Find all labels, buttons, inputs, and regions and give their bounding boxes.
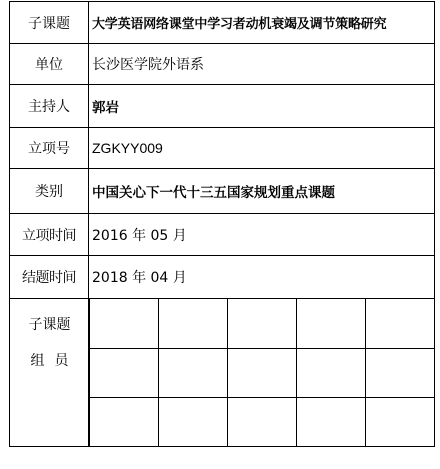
- label-category: 类别: [10, 169, 89, 214]
- row-end-date: [10, 256, 435, 299]
- row-start-date: [10, 214, 435, 256]
- value-project-number: ZGKYY009: [89, 128, 435, 169]
- member-cell: [366, 299, 435, 349]
- member-cell: [297, 398, 366, 447]
- member-cell: [89, 349, 159, 398]
- member-cell: [228, 398, 297, 447]
- members-section: [9, 298, 434, 447]
- row-project-number: [10, 128, 435, 169]
- member-cell: [297, 349, 366, 398]
- row-subproject: [10, 2, 435, 44]
- members-label-line1: 子课题: [28, 317, 71, 333]
- value-unit: 长沙医学院外语系: [89, 44, 435, 85]
- member-cell: [89, 299, 159, 349]
- member-cell: [89, 398, 159, 447]
- project-info-table: [9, 1, 435, 299]
- value-host: 郭岩: [89, 85, 435, 128]
- members-label-cell: [9, 298, 90, 447]
- member-cell: [159, 299, 228, 349]
- member-cell: [159, 398, 228, 447]
- value-subproject-title: 大学英语网络课堂中学习者动机衰竭及调节策略研究: [89, 2, 435, 44]
- label-project-number: 立项号: [10, 128, 89, 169]
- member-cell: [297, 299, 366, 349]
- label-start-date: 立项时间: [10, 214, 89, 256]
- member-cell: [366, 398, 435, 447]
- row-category: [10, 169, 435, 214]
- value-start-date: 2016 年 05 月: [89, 214, 435, 256]
- members-label-line2: 组员: [30, 353, 79, 369]
- value-end-date: 2018 年 04 月: [89, 256, 435, 299]
- row-unit: [10, 44, 435, 85]
- label-unit: 单位: [10, 44, 89, 85]
- value-category: 中国关心下一代十三五国家规划重点课题: [89, 169, 435, 214]
- row-host: [10, 85, 435, 128]
- label-end-date: 结题时间: [10, 256, 89, 299]
- label-host: 主持人: [10, 85, 89, 128]
- members-grid: [88, 298, 435, 447]
- project-info-form: [9, 1, 434, 447]
- label-subproject: 子课题: [10, 2, 89, 44]
- member-cell: [366, 349, 435, 398]
- member-cell: [159, 349, 228, 398]
- member-cell: [228, 299, 297, 349]
- member-cell: [228, 349, 297, 398]
